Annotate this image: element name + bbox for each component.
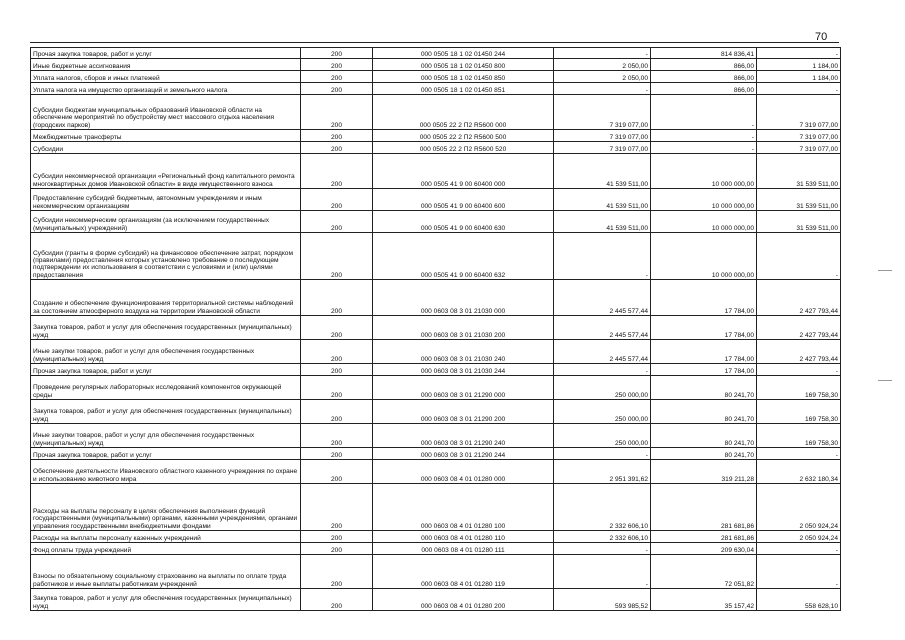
row-approved: 2 332 606,10 — [554, 484, 651, 531]
table-row — [31, 142, 841, 154]
row-code: 200 — [301, 142, 373, 154]
table-row — [31, 71, 841, 83]
row-code: 200 — [301, 531, 373, 543]
row-unexecuted: 2 427 793,44 — [757, 280, 841, 316]
row-approved: - — [554, 555, 651, 589]
row-expense-code: 000 0603 08 3 01 21030 200 — [373, 316, 554, 340]
row-code: 200 — [301, 280, 373, 316]
row-expense-code: 000 0603 08 4 01 01280 111 — [373, 543, 554, 555]
row-approved: 41 539 511,00 — [554, 189, 651, 211]
row-approved: - — [554, 233, 651, 280]
row-executed: 319 211,28 — [651, 460, 757, 484]
table-row — [31, 543, 841, 555]
row-name: Закупка товаров, работ и услуг для обеспечения государственных (муниципальных) нужд — [31, 589, 301, 611]
row-unexecuted: - — [757, 364, 841, 376]
row-name: Предоставление субсидий бюджетным, автономным учреждениям и иным некоммерческим организациям — [31, 189, 301, 211]
row-approved: 2 050,00 — [554, 59, 651, 71]
row-code: 200 — [301, 484, 373, 531]
row-code: 200 — [301, 448, 373, 460]
row-name: Субсидии бюджетам муниципальных образований Ивановской области на обеспечение мероприятий по обустройству мест массового отдыха населения (городских парков) — [31, 95, 301, 130]
row-unexecuted: - — [757, 543, 841, 555]
row-code: 200 — [301, 400, 373, 424]
row-code: 200 — [301, 48, 373, 59]
row-expense-code: 000 0505 41 9 00 60400 630 — [373, 211, 554, 233]
table-row — [31, 531, 841, 543]
row-executed: 17 784,00 — [651, 364, 757, 376]
row-expense-code: 000 0603 08 4 01 01280 200 — [373, 589, 554, 611]
row-expense-code: 000 0603 08 3 01 21290 200 — [373, 400, 554, 424]
row-approved: - — [554, 543, 651, 555]
row-expense-code: 000 0603 08 3 01 21290 240 — [373, 424, 554, 448]
row-name: Уплата налога на имущество организаций и земельного налога — [31, 83, 301, 95]
margin-mark — [878, 380, 892, 381]
row-expense-code: 000 0505 22 2 П2 R5600 520 — [373, 142, 554, 154]
row-code: 200 — [301, 340, 373, 364]
row-approved: 250 000,00 — [554, 424, 651, 448]
table-row — [31, 280, 841, 316]
row-expense-code: 000 0505 18 1 02 01450 800 — [373, 59, 554, 71]
row-executed: 80 241,70 — [651, 448, 757, 460]
table-row — [31, 48, 841, 59]
row-approved: - — [554, 364, 651, 376]
row-executed: 17 784,00 — [651, 340, 757, 364]
table-row — [31, 154, 841, 189]
row-executed: - — [651, 130, 757, 142]
row-executed: 80 241,70 — [651, 400, 757, 424]
row-expense-code: 000 0505 41 9 00 60400 000 — [373, 154, 554, 189]
row-unexecuted: 31 539 511,00 — [757, 154, 841, 189]
row-name: Расходы на выплаты персоналу в целях обеспечения выполнения функций государственными (муниципальными) органами, казенными учреждениями, органами управления государственными внебюджетными фондами — [31, 484, 301, 531]
row-executed: 866,00 — [651, 59, 757, 71]
row-name: Иные закупки товаров, работ и услуг для обеспечения государственных (муниципальных) нужд — [31, 424, 301, 448]
budget-execution-table — [30, 47, 841, 611]
row-unexecuted: 1 184,00 — [757, 59, 841, 71]
row-name: Фонд оплаты труда учреждений — [31, 543, 301, 555]
row-name: Иные закупки товаров, работ и услуг для обеспечения государственных (муниципальных) нужд — [31, 340, 301, 364]
table-row — [31, 189, 841, 211]
table-row — [31, 555, 841, 589]
row-approved: 250 000,00 — [554, 376, 651, 400]
row-name: Субсидии — [31, 142, 301, 154]
row-approved: - — [554, 448, 651, 460]
row-approved: - — [554, 83, 651, 95]
row-expense-code: 000 0603 08 3 01 21030 000 — [373, 280, 554, 316]
row-executed: 10 000 000,00 — [651, 189, 757, 211]
row-code: 200 — [301, 424, 373, 448]
row-unexecuted: 31 539 511,00 — [757, 211, 841, 233]
row-executed: 281 681,86 — [651, 484, 757, 531]
row-approved: 2 445 577,44 — [554, 316, 651, 340]
row-expense-code: 000 0505 18 1 02 01450 851 — [373, 83, 554, 95]
row-expense-code: 000 0505 22 2 П2 R5600 500 — [373, 130, 554, 142]
row-code: 200 — [301, 71, 373, 83]
row-name: Прочая закупка товаров, работ и услуг — [31, 364, 301, 376]
row-expense-code: 000 0505 18 1 02 01450 850 — [373, 71, 554, 83]
row-executed: 10 000 000,00 — [651, 211, 757, 233]
row-unexecuted: 558 628,10 — [757, 589, 841, 611]
row-name: Субсидии некоммерческой организации «Региональный фонд капитального ремонта многоквартирных домов Ивановской области» в виде имущественного взноса — [31, 154, 301, 189]
margin-mark — [878, 270, 892, 271]
table-row — [31, 316, 841, 340]
table-row — [31, 59, 841, 71]
row-code: 200 — [301, 233, 373, 280]
row-name: Субсидии (гранты в форме субсидий) на финансовое обеспечение затрат, порядком (правилами) предоставления которых установлено требование о последующем подтверждении их использования в соответствии с условиями и (или) целями предоставления — [31, 233, 301, 280]
row-unexecuted: - — [757, 448, 841, 460]
table-row — [31, 233, 841, 280]
row-approved: 7 319 077,00 — [554, 130, 651, 142]
row-code: 200 — [301, 460, 373, 484]
row-unexecuted: 31 539 511,00 — [757, 189, 841, 211]
row-approved: 2 951 391,62 — [554, 460, 651, 484]
row-name: Создание и обеспечение функционирования территориальной системы наблюдений за состоянием атмосферного воздуха на территории Ивановской области — [31, 280, 301, 316]
row-expense-code: 000 0603 08 3 01 21030 244 — [373, 364, 554, 376]
row-expense-code: 000 0603 08 3 01 21030 240 — [373, 340, 554, 364]
row-code: 200 — [301, 130, 373, 142]
table-row — [31, 376, 841, 400]
row-approved: 2 445 577,44 — [554, 340, 651, 364]
row-executed: 35 157,42 — [651, 589, 757, 611]
row-expense-code: 000 0603 08 4 01 01280 100 — [373, 484, 554, 531]
row-executed: 814 836,41 — [651, 48, 757, 59]
row-unexecuted: 169 758,30 — [757, 400, 841, 424]
row-executed: 866,00 — [651, 83, 757, 95]
table-row — [31, 424, 841, 448]
row-name: Обеспечение деятельности Ивановского областного казенного учреждения по охране и использованию животного мира — [31, 460, 301, 484]
row-expense-code: 000 0603 08 3 01 21290 244 — [373, 448, 554, 460]
row-executed: 80 241,70 — [651, 424, 757, 448]
row-expense-code: 000 0603 08 3 01 21290 000 — [373, 376, 554, 400]
row-unexecuted: - — [757, 83, 841, 95]
row-name: Закупка товаров, работ и услуг для обеспечения государственных (муниципальных) нужд — [31, 316, 301, 340]
row-name: Межбюджетные трансферты — [31, 130, 301, 142]
row-unexecuted: 2 632 180,34 — [757, 460, 841, 484]
row-approved: 7 319 077,00 — [554, 95, 651, 130]
row-approved: 41 539 511,00 — [554, 154, 651, 189]
row-name: Взносы по обязательному социальному страхованию на выплаты по оплате труда работников и иные выплаты работникам учреждений — [31, 555, 301, 589]
table-row — [31, 340, 841, 364]
row-code: 200 — [301, 364, 373, 376]
row-code: 200 — [301, 376, 373, 400]
row-unexecuted: - — [757, 48, 841, 59]
row-executed: 17 784,00 — [651, 316, 757, 340]
table-row — [31, 95, 841, 130]
row-code: 200 — [301, 154, 373, 189]
row-executed: 10 000 000,00 — [651, 233, 757, 280]
row-unexecuted: 1 184,00 — [757, 71, 841, 83]
row-name: Проведение регулярных лабораторных исследований компонентов окружающей среды — [31, 376, 301, 400]
row-code: 200 — [301, 189, 373, 211]
row-approved: 593 985,52 — [554, 589, 651, 611]
row-unexecuted: 2 427 793,44 — [757, 316, 841, 340]
row-unexecuted: 7 319 077,00 — [757, 142, 841, 154]
row-code: 200 — [301, 59, 373, 71]
table-row — [31, 448, 841, 460]
row-name: Субсидии некоммерческим организациям (за исключением государственных (муниципальных) учреждений) — [31, 211, 301, 233]
row-code: 200 — [301, 589, 373, 611]
row-code: 200 — [301, 316, 373, 340]
row-name: Прочая закупка товаров, работ и услуг — [31, 448, 301, 460]
row-unexecuted: 169 758,30 — [757, 424, 841, 448]
row-unexecuted: 2 050 924,24 — [757, 484, 841, 531]
row-expense-code: 000 0603 08 4 01 01280 000 — [373, 460, 554, 484]
row-code: 200 — [301, 555, 373, 589]
row-unexecuted: 7 319 077,00 — [757, 130, 841, 142]
row-unexecuted: - — [757, 555, 841, 589]
row-name: Расходы на выплаты персоналу казенных учреждений — [31, 531, 301, 543]
row-executed: 72 051,82 — [651, 555, 757, 589]
row-expense-code: 000 0603 08 4 01 01280 119 — [373, 555, 554, 589]
row-executed: 209 630,04 — [651, 543, 757, 555]
table-row — [31, 211, 841, 233]
row-code: 200 — [301, 211, 373, 233]
row-expense-code: 000 0505 41 9 00 60400 632 — [373, 233, 554, 280]
row-code: 200 — [301, 95, 373, 130]
row-executed: 866,00 — [651, 71, 757, 83]
row-unexecuted: 169 758,30 — [757, 376, 841, 400]
table-top-border — [30, 42, 839, 43]
table-row — [31, 130, 841, 142]
page-number: 70 — [815, 31, 828, 43]
row-unexecuted: - — [757, 233, 841, 280]
row-executed: 80 241,70 — [651, 376, 757, 400]
row-expense-code: 000 0603 08 4 01 01280 110 — [373, 531, 554, 543]
row-name: Прочая закупка товаров, работ и услуг — [31, 48, 301, 59]
table-body — [31, 48, 841, 611]
row-approved: 7 319 077,00 — [554, 142, 651, 154]
table-row — [31, 364, 841, 376]
table-row — [31, 83, 841, 95]
row-name: Уплата налогов, сборов и иных платежей — [31, 71, 301, 83]
row-code: 200 — [301, 543, 373, 555]
row-name: Иные бюджетные ассигнования — [31, 59, 301, 71]
row-approved: 2 445 577,44 — [554, 280, 651, 316]
table-row — [31, 589, 841, 611]
row-expense-code: 000 0505 41 9 00 60400 600 — [373, 189, 554, 211]
row-unexecuted: 7 319 077,00 — [757, 95, 841, 130]
row-executed: 281 681,86 — [651, 531, 757, 543]
row-approved: 250 000,00 — [554, 400, 651, 424]
row-executed: - — [651, 142, 757, 154]
row-expense-code: 000 0505 18 1 02 01450 244 — [373, 48, 554, 59]
row-unexecuted: 2 050 924,24 — [757, 531, 841, 543]
row-approved: 2 332 606,10 — [554, 531, 651, 543]
row-executed: 10 000 000,00 — [651, 154, 757, 189]
table-row — [31, 400, 841, 424]
row-executed: - — [651, 95, 757, 130]
row-approved: - — [554, 48, 651, 59]
row-executed: 17 784,00 — [651, 280, 757, 316]
row-unexecuted: 2 427 793,44 — [757, 340, 841, 364]
table-row — [31, 460, 841, 484]
table-row — [31, 484, 841, 531]
row-approved: 41 539 511,00 — [554, 211, 651, 233]
row-code: 200 — [301, 83, 373, 95]
row-expense-code: 000 0505 22 2 П2 R5600 000 — [373, 95, 554, 130]
row-approved: 2 050,00 — [554, 71, 651, 83]
row-name: Закупка товаров, работ и услуг для обеспечения государственных (муниципальных) нужд — [31, 400, 301, 424]
